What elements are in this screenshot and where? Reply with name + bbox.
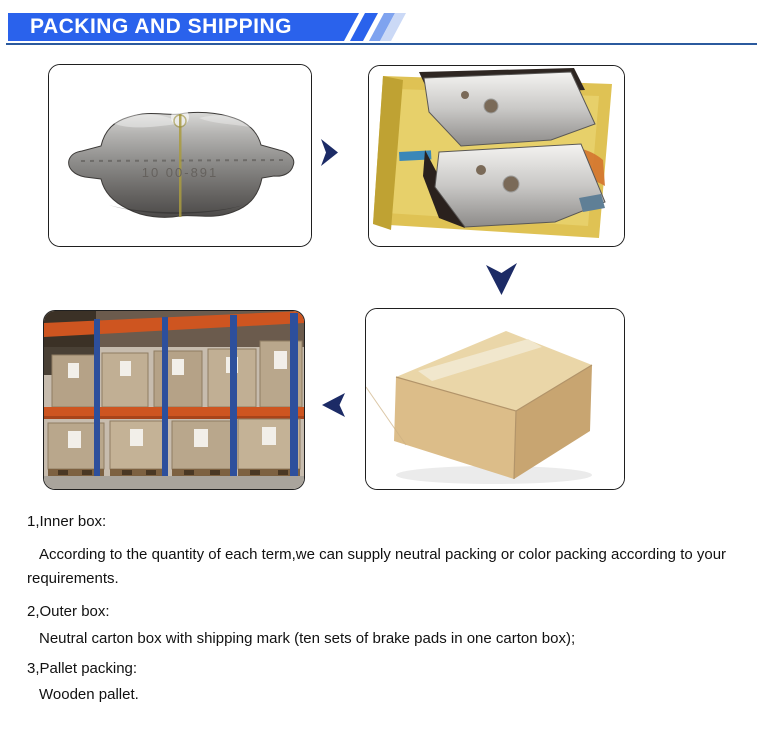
note-line: Neutral carton box with shipping mark (ten sets of brake pads in one carton box);	[39, 630, 576, 647]
pad-print-text: 10 00-891	[141, 165, 219, 180]
arrow-left-icon	[322, 393, 345, 417]
banner-underline	[6, 43, 757, 45]
section-title: PACKING AND SHIPPING	[30, 15, 293, 38]
inner-box-photo	[369, 66, 624, 246]
arrow-right-icon	[321, 139, 338, 166]
carton-box-photo	[366, 309, 624, 489]
rack-mid-beam	[44, 407, 304, 416]
photo-card-pallet-warehouse	[43, 310, 305, 490]
wrapped-brake-pad-photo	[49, 65, 311, 246]
warehouse-photo	[44, 311, 304, 489]
note-line: 2,Outer box:	[27, 603, 110, 620]
note-line: Wooden pallet.	[39, 686, 139, 703]
note-line: 1,Inner box:	[27, 513, 107, 530]
arrow-down-icon	[486, 263, 517, 295]
note-line: requirements.	[27, 570, 119, 587]
note-line: 3,Pallet packing:	[27, 660, 138, 677]
photo-card-carton-box	[365, 308, 625, 490]
note-line: According to the quantity of each term,we can supply neutral packing or color packing according to your	[39, 546, 727, 563]
photo-card-wrapped-pad	[48, 64, 312, 247]
photo-card-inner-box	[368, 65, 625, 247]
